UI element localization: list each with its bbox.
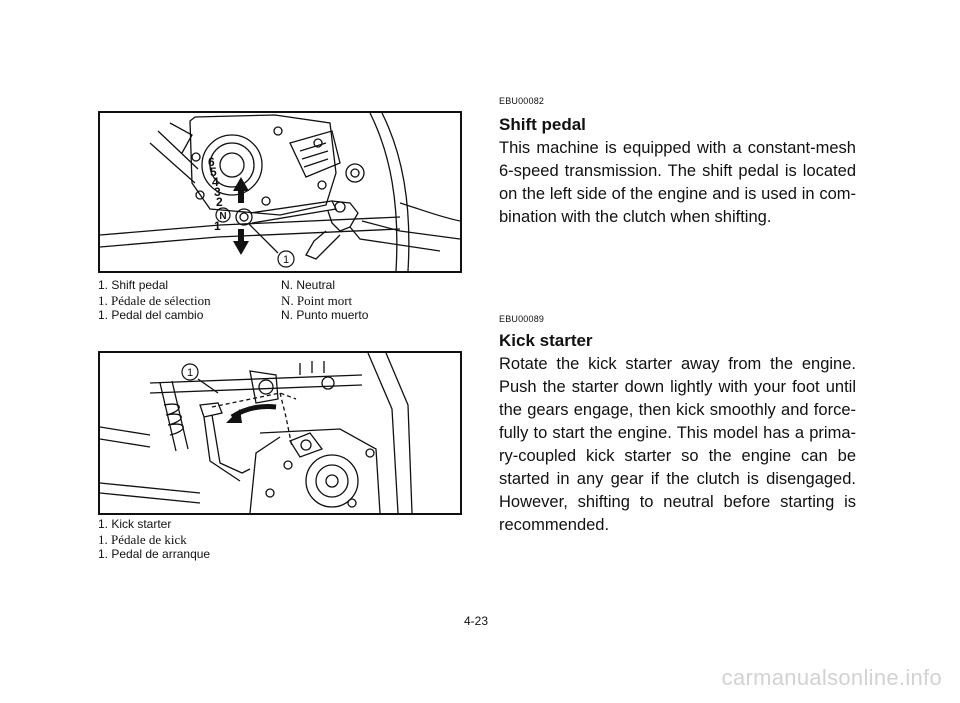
gear-label-2: 2 <box>216 195 223 209</box>
section-code: EBU00089 <box>499 314 545 324</box>
page-number: 4-23 <box>464 614 489 628</box>
caption-es: 1. Pedal de arranque <box>98 547 211 561</box>
section-title: Kick starter <box>499 331 593 350</box>
gear-label-1: 1 <box>214 219 221 233</box>
section-title: Shift pedal <box>499 115 586 134</box>
kick-starter-drawing <box>100 353 460 513</box>
caption-en: 1. Kick starter <box>98 517 172 531</box>
caption-fr-neutral: N. Point mort <box>281 293 353 308</box>
caption-fr: 1. Pédale de kick <box>98 532 187 547</box>
gear-label-neutral: N <box>219 211 227 222</box>
gear-label-3: 3 <box>214 185 221 199</box>
caption-en-neutral: N. Neutral <box>281 278 336 292</box>
caption-fr-item: 1. Pédale de sélection <box>98 293 211 308</box>
shift-pedal-illustration <box>98 111 462 273</box>
figure1-caption <box>98 278 458 323</box>
kick-starter-illustration <box>98 351 462 515</box>
caption-en-item: 1. Shift pedal <box>98 278 169 292</box>
caption-es-item: 1. Pedal del cambio <box>98 308 204 322</box>
gear-label-4: 4 <box>212 175 219 189</box>
gear-label-5: 5 <box>210 165 217 179</box>
gear-label-6: 6 <box>208 155 215 169</box>
watermark: carmanualsonline.info <box>721 665 942 690</box>
caption-es-neutral: N. Punto muerto <box>281 308 369 322</box>
shift-pedal-drawing <box>100 113 460 271</box>
section-body: Rotate the kick starter away from the engine. Push the starter down lightly with your foot until the gears engage, then kick smoothly and force-fully to start the engine. This model has a prima-ry-coupled kick starter so the engine can be started in any gear if the clutch is disengaged. However, shifting to neutral before starting is recommended. <box>499 355 856 534</box>
figure2-caption <box>98 517 458 562</box>
callout-1: 1 <box>282 254 290 266</box>
callout-1: 1 <box>186 367 194 379</box>
section-code: EBU00082 <box>499 96 545 106</box>
section-body: This machine is equipped with a constant-mesh 6-speed transmission. The shift pedal is located on the left side of the engine and is used in com-bination with the clutch when shifting. <box>499 139 856 226</box>
